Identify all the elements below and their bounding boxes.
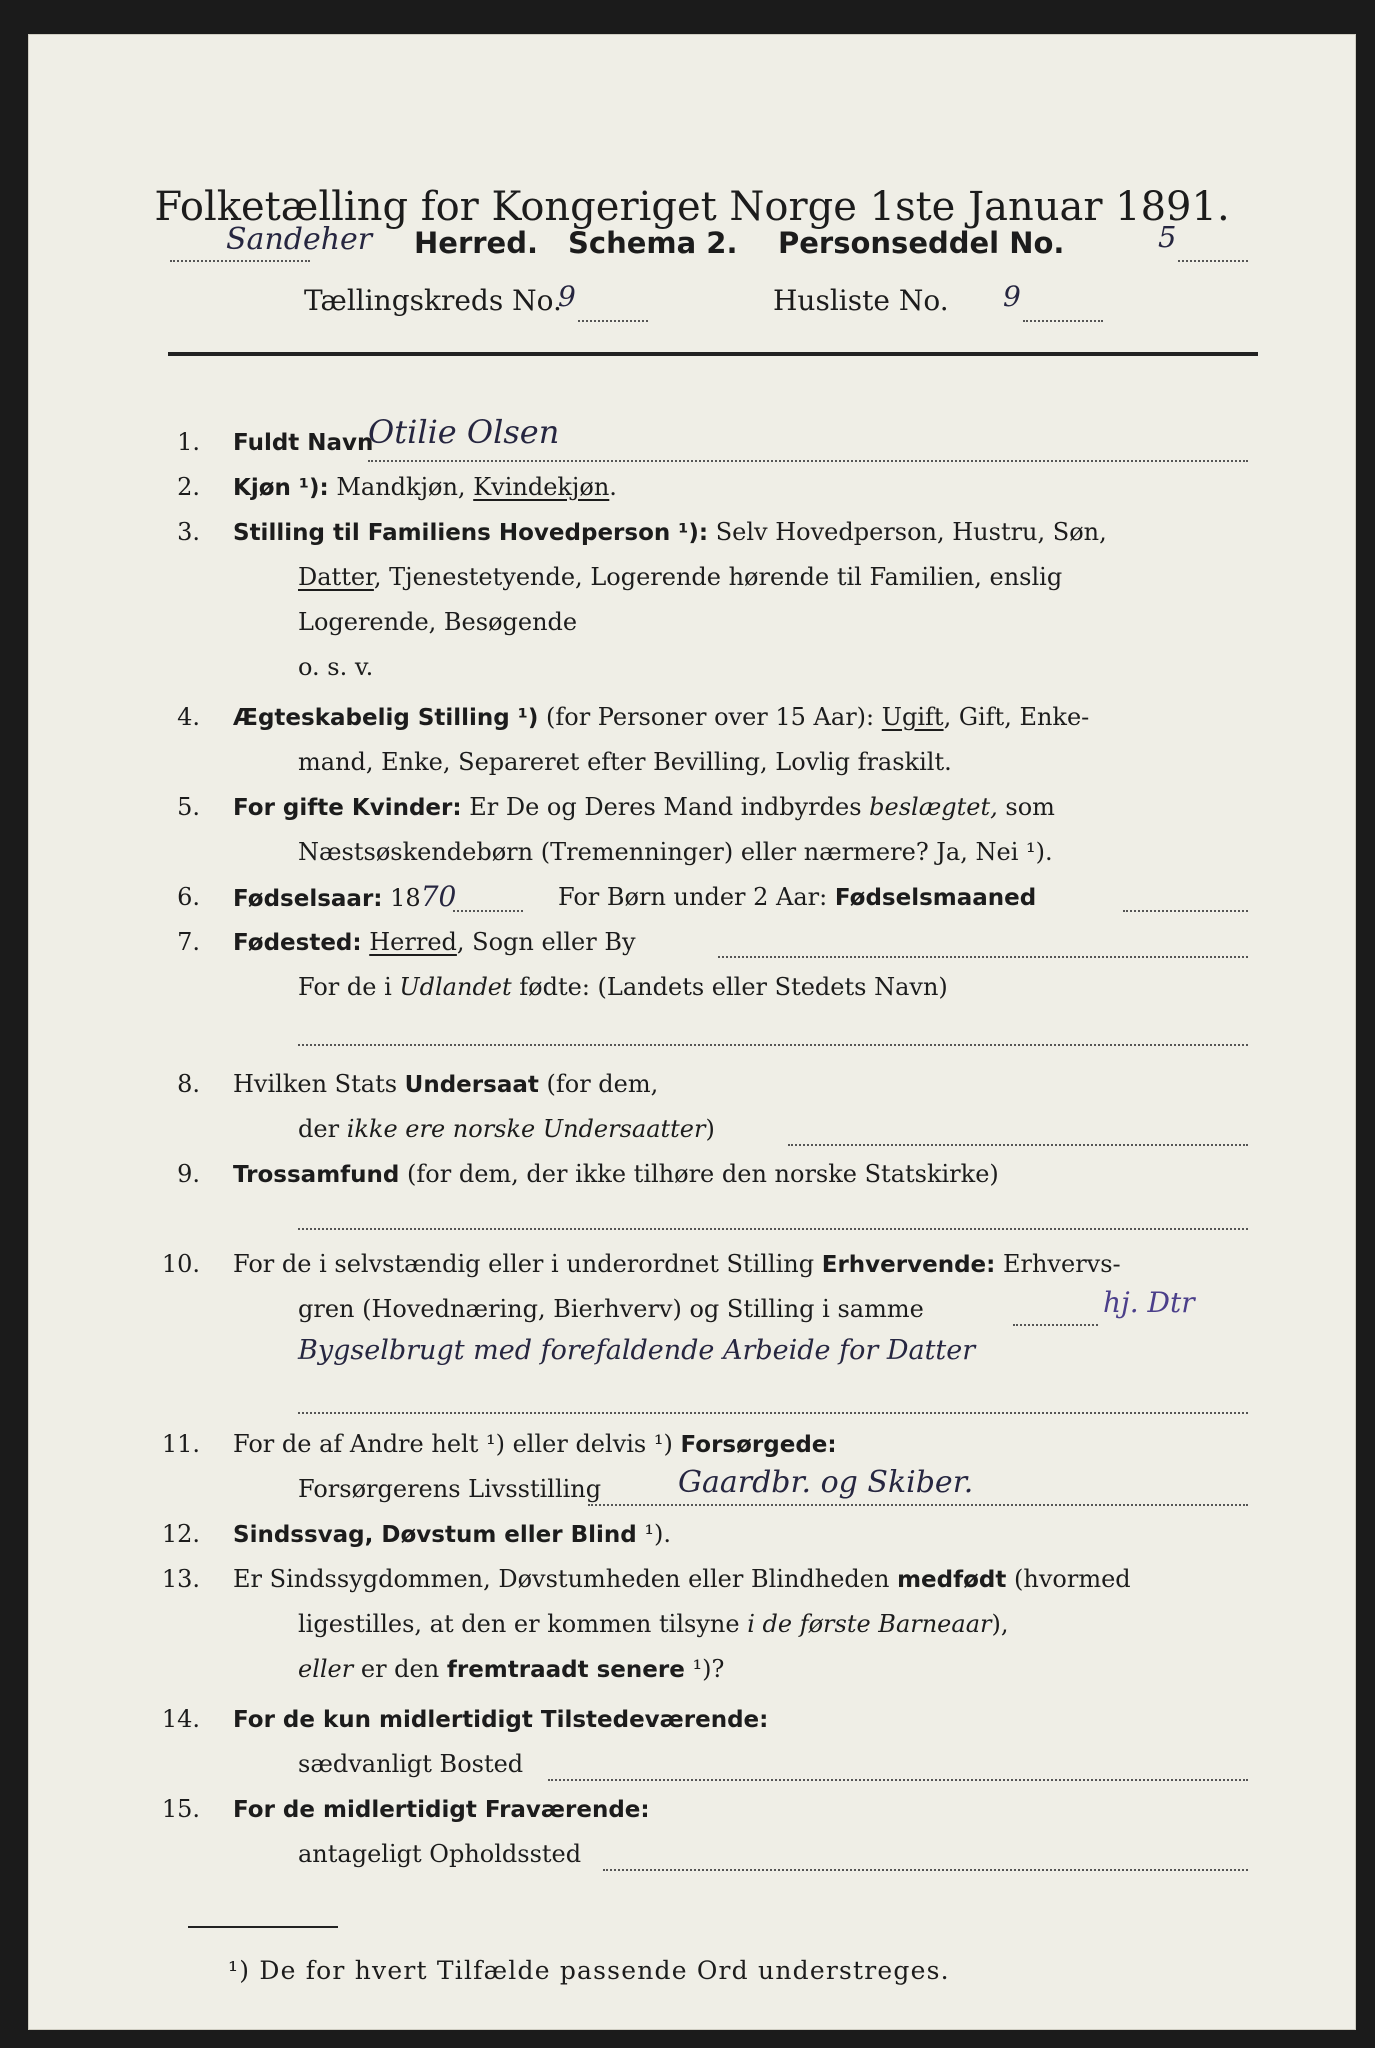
q15-line2: antageligt Opholdssted — [298, 1840, 582, 1868]
q5-number: 5. — [177, 793, 200, 821]
q8-line2b: ) — [705, 1115, 715, 1143]
q11-number: 11. — [161, 1430, 200, 1458]
herred-dots — [170, 260, 310, 262]
personseddel-value: 5 — [1158, 220, 1177, 254]
q13-line2b: ), — [991, 1610, 1009, 1638]
q10-label: Erhvervende: — [821, 1252, 996, 1278]
q6-dots2 — [1123, 910, 1248, 912]
kreds-dots — [578, 320, 648, 322]
q2-number: 2. — [177, 473, 200, 501]
q7-number: 7. — [177, 928, 200, 956]
header-rule — [168, 352, 1258, 356]
q10-line1b: Erhvervs- — [1002, 1250, 1121, 1278]
q7-line2b: fødte: (Landets eller Stedets Navn) — [519, 973, 948, 1001]
q7-marked: Herred — [369, 928, 457, 956]
form-title: Folketælling for Kongeriget Norge 1ste Januar 1891. — [154, 184, 1230, 230]
q6-answer: 70 — [420, 880, 457, 913]
q8-number: 8. — [177, 1070, 200, 1098]
q10-dots2 — [298, 1412, 1248, 1414]
q13-label: medfødt — [897, 1567, 1007, 1593]
q11-label: Forsørgede: — [680, 1432, 837, 1458]
footnote: ¹) De for hvert Tilfælde passende Ord understreges. — [228, 1956, 950, 1985]
q5-line1a: Er De og Deres Mand indbyrdes — [469, 793, 862, 821]
q10-answer1: hj. Dtr — [1103, 1286, 1195, 1319]
q8-line1b: (for dem, — [546, 1070, 659, 1098]
q3-line4: o. s. v. — [298, 653, 374, 681]
husliste-dots — [1023, 320, 1103, 322]
q2-marked: Kvindekjøn — [473, 473, 610, 501]
personseddel-label: Personseddel No. — [778, 226, 1065, 260]
q8-dots — [788, 1144, 1248, 1146]
q4-line1b: , Gift, Enke- — [943, 703, 1090, 731]
q14-label: For de kun midlertidigt Tilstedeværende: — [233, 1707, 769, 1733]
q4-line2: mand, Enke, Separeret efter Bevilling, Lovlig fraskilt. — [298, 748, 952, 776]
husliste-value: 9 — [1003, 280, 1021, 313]
q2-label: Kjøn ¹): — [233, 475, 329, 501]
q6-label2: Fødselsmaaned — [834, 885, 1037, 911]
q9-text: (for dem, der ikke tilhøre den norske Statskirke) — [407, 1160, 999, 1188]
q10-line1a: For de i selvstændig eller i underordnet Stilling — [233, 1250, 815, 1278]
q4-label: Ægteskabelig Stilling ¹) — [233, 705, 539, 731]
q1-number: 1. — [177, 428, 200, 456]
q8-line2-italic: ikke ere norske Undersaatter — [346, 1115, 706, 1143]
q15-number: 15. — [161, 1795, 200, 1823]
personseddel-dots — [1178, 260, 1248, 262]
q12-number: 12. — [161, 1520, 200, 1548]
q1-dots — [368, 460, 1248, 462]
herred-value: Sandeher — [226, 222, 373, 257]
q8-label: Undersaat — [404, 1072, 539, 1098]
q13-line1b: (hvormed — [1014, 1565, 1131, 1593]
q11-line1a: For de af Andre helt ¹) eller delvis ¹) — [233, 1430, 673, 1458]
q7-line2a: For de i — [298, 973, 392, 1001]
q7-line2-italic: Udlandet — [399, 973, 512, 1001]
q10-number: 10. — [161, 1250, 200, 1278]
husliste-label: Husliste No. — [773, 284, 949, 317]
q5-line1-italic: beslægtet, — [869, 793, 998, 821]
q15-label: For de midlertidigt Fraværende: — [233, 1797, 650, 1823]
q9-dots — [298, 1228, 1248, 1230]
q13-line2-italic: i de første Barneaar — [747, 1610, 992, 1638]
q11-line2: Forsørgerens Livsstilling — [298, 1475, 602, 1503]
q11-answer: Gaardbr. og Skiber. — [678, 1465, 974, 1500]
schema-label: Schema 2. — [568, 226, 738, 260]
q6-mid — [558, 882, 1036, 913]
q6-number: 6. — [177, 883, 200, 911]
kreds-value: 9 — [558, 280, 576, 313]
q13-label2: fremtraadt senere — [446, 1657, 685, 1683]
q8-line1a: Hvilken Stats — [233, 1070, 398, 1098]
q4-marked: Ugift — [881, 703, 944, 731]
q12-label: Sindssvag, Døvstum eller Blind — [233, 1522, 637, 1548]
q2-text: Mandkjøn, — [336, 473, 466, 501]
q13-line2a: ligestilles, at den er kommen tilsyne — [298, 1610, 740, 1638]
q9-label: Trossamfund — [233, 1162, 400, 1188]
q14-line2: sædvanligt Bosted — [298, 1750, 524, 1778]
q10-line2: gren (Hovednæring, Bierhverv) og Stilling i samme — [298, 1295, 924, 1323]
footnote-rule — [188, 1926, 338, 1928]
q3-label: Stilling til Familiens Hovedperson ¹): — [233, 520, 709, 546]
q7-dots — [718, 956, 1248, 958]
q2-tail: . — [609, 473, 617, 501]
q7-line1: , Sogn eller By — [456, 928, 636, 956]
q1-label: Fuldt Navn — [233, 430, 374, 456]
q13-number: 13. — [161, 1565, 200, 1593]
q6-label: Fødselsaar: — [233, 886, 383, 912]
kreds-label: Tællingskreds No. — [304, 284, 562, 317]
q10-answer2: Bygselbrugt med forefaldende Arbeide for Datter — [298, 1335, 976, 1366]
q14-number: 14. — [161, 1705, 200, 1733]
q12-tail: ¹). — [644, 1520, 672, 1548]
q13-line3b: ¹)? — [692, 1655, 725, 1683]
q3-marked: Datter — [298, 563, 374, 591]
q13-line3-italic: eller — [298, 1655, 354, 1683]
q14-dots — [548, 1779, 1248, 1781]
q11-dots — [588, 1504, 1248, 1506]
q13-line3a: er den — [360, 1655, 440, 1683]
q5-line2: Næstsøskendebørn (Tremenninger) eller nærmere? Ja, Nei ¹). — [298, 838, 1053, 866]
q15-dots — [603, 1869, 1248, 1871]
q3-line1: Selv Hovedperson, Hustru, Søn, — [715, 518, 1107, 546]
q4-line1a: (for Personer over 15 Aar): — [546, 703, 875, 731]
q5-label: For gifte Kvinder: — [233, 795, 462, 821]
q3-line3: Logerende, Besøgende — [298, 608, 578, 636]
q8-line2a: der — [298, 1115, 340, 1143]
q5-line1b: som — [1005, 793, 1055, 821]
q13-line1a: Er Sindssygdommen, Døvstumheden eller Blindheden — [233, 1565, 890, 1593]
q10-dots — [1013, 1324, 1098, 1326]
q9-number: 9. — [177, 1160, 200, 1188]
q3-number: 3. — [177, 518, 200, 546]
q6-mid-text: For Børn under 2 Aar: — [558, 883, 828, 911]
census-form — [28, 34, 1356, 2030]
q3-line2: , Tjenestetyende, Logerende hørende til Familien, enslig — [373, 563, 1063, 591]
q6-prefix: 18 — [390, 884, 421, 912]
q1-answer: Otilie Olsen — [368, 413, 560, 451]
q4-number: 4. — [177, 703, 200, 731]
herred-label: Herred. — [414, 226, 538, 260]
q7-dots2 — [298, 1044, 1248, 1046]
q6-dots — [453, 910, 523, 912]
q7-label: Fødested: — [233, 930, 362, 956]
